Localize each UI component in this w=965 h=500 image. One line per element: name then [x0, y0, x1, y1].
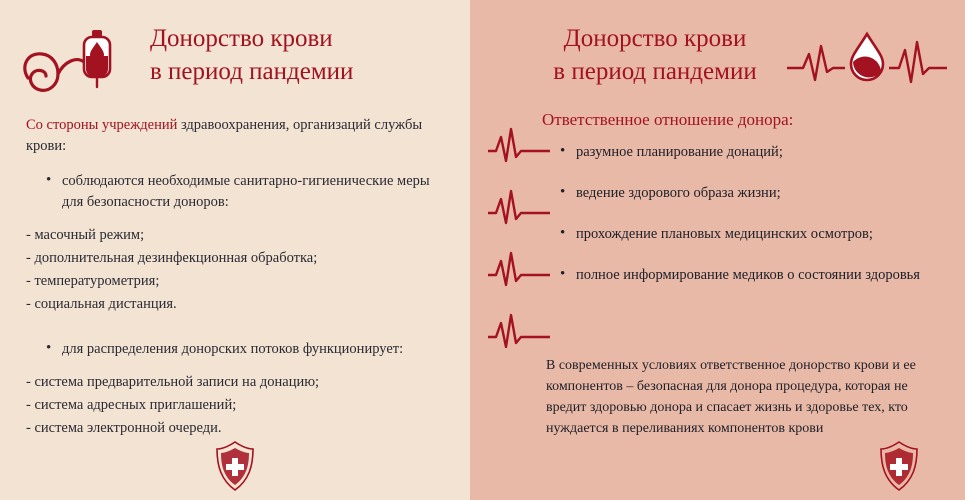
list-item: • соблюдаются необходимые санитарно-гигиенические меры для безопасности доноров:: [46, 171, 448, 213]
left-intro-paragraph: [26, 115, 448, 157]
list-item: - социальная дистанция.: [26, 296, 177, 312]
left-intro-rest: здравоохранения, организаций службы крови:: [26, 117, 423, 154]
list-item: - система адресных приглашений;: [26, 397, 237, 413]
list-item: - система электронной очереди.: [26, 420, 222, 436]
right-note-paragraph: В современных условиях ответственное донорство крови и ее компонентов – безопасная для донора процедура, которая не вредит здоровью донора и спасает жизнь и здоровье тех, кто нуждается в переливаниях компонентов крови: [546, 358, 916, 436]
heart-swirl-icon: [18, 22, 138, 102]
left-dash-list-1: [26, 225, 448, 315]
list-item: - дополнительная дезинфекционная обработка;: [26, 250, 318, 266]
left-slide-body: [0, 115, 470, 439]
list-item: • разумное планирование донаций;: [560, 142, 927, 163]
list-item: • полное информирование медиков о состоянии здоровья: [560, 265, 927, 286]
left-intro-accent: Со стороны учреждений: [26, 117, 178, 133]
list-item: • для распределения донорских потоков функционирует:: [46, 339, 448, 360]
ministry-emblem-icon: [876, 440, 922, 492]
ecg-decoration-column: [488, 125, 558, 373]
slide-left: [0, 0, 470, 500]
slide-right: [470, 0, 965, 500]
blood-drop-icon: [787, 28, 947, 90]
list-item: - масочный режим;: [26, 227, 145, 243]
left-bullet-list-1: [26, 171, 448, 213]
ministry-emblem-icon: [212, 440, 258, 492]
left-title-line-1: Донорство крови: [150, 25, 333, 52]
left-bullet-list-2: [26, 339, 448, 360]
right-page-title: [515, 22, 795, 88]
left-title-line-2: в период пандемии: [150, 58, 354, 85]
right-subtitle: Ответственное отношение донора:: [542, 110, 794, 129]
right-title-line-1: Донорство крови: [563, 25, 747, 52]
blood-bag-icon: [84, 30, 110, 87]
left-slide-header: [0, 0, 470, 115]
right-title-line-2: в период пандемии: [553, 58, 757, 85]
ecg-line-icon: [488, 311, 550, 351]
left-page-title: [150, 22, 450, 88]
list-item: - система предварительной записи на донацию;: [26, 374, 320, 390]
list-item: - температурометрия;: [26, 273, 160, 289]
ecg-line-icon: [488, 125, 550, 165]
list-item: • ведение здорового образа жизни;: [560, 183, 927, 204]
ecg-line-icon: [488, 187, 550, 227]
right-slide-header: [470, 0, 965, 110]
ecg-line-icon: [488, 249, 550, 289]
spacer: [26, 329, 448, 339]
list-item: • прохождение плановых медицинских осмотров;: [560, 224, 927, 245]
left-dash-list-2: [26, 372, 448, 439]
